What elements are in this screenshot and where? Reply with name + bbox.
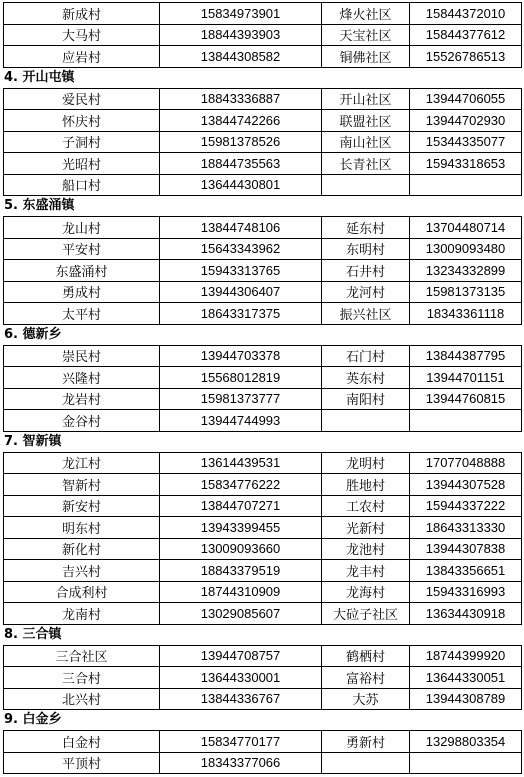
village-name-cell: 兴隆村 [4,367,160,389]
village-name-cell: 新化村 [4,538,160,560]
phone-cell: 15834770177 [160,731,322,753]
village-name-cell: 龙河村 [322,281,410,303]
phone-cell: 13944708757 [160,645,322,667]
phone-cell: 13009093660 [160,538,322,560]
village-name-cell: 龙南村 [4,603,160,625]
phone-cell: 13704480714 [410,217,522,239]
village-name-cell: 船口村 [4,174,160,196]
contact-table [3,645,522,711]
village-name-cell: 白金村 [4,731,160,753]
phone-cell: 18343377066 [160,752,322,774]
village-name-cell: 工农村 [322,495,410,517]
phone-cell: 15526786513 [410,46,522,68]
village-name-cell: 龙岩村 [4,388,160,410]
phone-cell: 13944760815 [410,388,522,410]
village-name-cell: 石门村 [322,345,410,367]
phone-cell: 15981373777 [160,388,322,410]
village-name-cell: 智新村 [4,474,160,496]
village-name-cell: 新安村 [4,495,160,517]
village-name-cell: 光新村 [322,517,410,539]
table-row [4,345,522,367]
table-row [4,153,522,175]
phone-cell: 13844748106 [160,217,322,239]
contact-table [3,216,522,325]
phone-cell: 18844735563 [160,153,322,175]
village-name-cell [322,752,410,774]
phone-cell: 18744399920 [410,645,522,667]
village-name-cell: 龙丰村 [322,560,410,582]
contact-table [3,730,522,774]
village-name-cell: 平安村 [4,238,160,260]
table-row [4,110,522,132]
village-name-cell: 大砬子社区 [322,603,410,625]
table-row [4,581,522,603]
village-name-cell: 大苏 [322,688,410,710]
section-heading: 9. 白金乡 [4,712,62,727]
village-name-cell: 龙山村 [4,217,160,239]
village-name-cell: 崇民村 [4,345,160,367]
village-name-cell: 明东村 [4,517,160,539]
village-name-cell: 南山社区 [322,131,410,153]
village-name-cell: 长青社区 [322,153,410,175]
village-name-cell: 英东村 [322,367,410,389]
table-row [4,388,522,410]
phone-cell: 15643343962 [160,238,322,260]
phone-cell: 13843356651 [410,560,522,582]
village-name-cell: 子洞村 [4,131,160,153]
section-heading: 4. 开山屯镇 [4,69,75,85]
village-name-cell: 延东村 [322,217,410,239]
phone-cell: 13644330001 [160,667,322,689]
table-row [4,131,522,153]
phone-cell: 13944307528 [410,474,522,496]
phone-cell: 15943316993 [410,581,522,603]
village-name-cell: 东盛涌村 [4,260,160,282]
phone-cell: 13009093480 [410,238,522,260]
table-row [4,538,522,560]
table-row [4,3,522,25]
table-row [4,517,522,539]
contact-directory [3,2,521,774]
village-name-cell: 南阳村 [322,388,410,410]
phone-cell [410,174,522,196]
phone-cell: 18744310909 [160,581,322,603]
phone-cell: 13634430918 [410,603,522,625]
phone-cell: 15844372010 [410,3,522,25]
contact-table [3,452,522,625]
village-name-cell: 三合村 [4,667,160,689]
phone-cell: 13944307838 [410,538,522,560]
village-name-cell: 铜佛社区 [322,46,410,68]
village-name-cell: 光昭村 [4,153,160,175]
phone-cell: 13234332899 [410,260,522,282]
table-row [4,303,522,325]
section-heading: 8. 三合镇 [4,626,62,642]
phone-cell: 13644430801 [160,174,322,196]
phone-cell: 15943313765 [160,260,322,282]
village-name-cell: 应岩村 [4,46,160,68]
table-row [4,217,522,239]
phone-cell: 13844387795 [410,345,522,367]
village-name-cell: 吉兴村 [4,560,160,582]
phone-cell: 13944744993 [160,410,322,432]
village-name-cell: 怀庆村 [4,110,160,132]
table-row [4,367,522,389]
village-name-cell: 大马村 [4,24,160,46]
village-name-cell: 龙江村 [4,452,160,474]
village-name-cell: 新成村 [4,3,160,25]
village-name-cell: 平顶村 [4,752,160,774]
phone-cell: 15834973901 [160,3,322,25]
contact-table [3,345,522,432]
phone-cell: 13844308582 [160,46,322,68]
table-row [4,410,522,432]
village-name-cell: 天宝社区 [322,24,410,46]
village-name-cell [322,174,410,196]
phone-cell: 15844377612 [410,24,522,46]
phone-cell: 18844393903 [160,24,322,46]
table-row [4,645,522,667]
village-name-cell: 太平村 [4,303,160,325]
village-name-cell: 勇成村 [4,281,160,303]
table-row [4,46,522,68]
village-name-cell: 合成利村 [4,581,160,603]
village-name-cell: 石井村 [322,260,410,282]
phone-cell: 18643317375 [160,303,322,325]
table-row [4,452,522,474]
table-row [4,281,522,303]
phone-cell: 13944306407 [160,281,322,303]
table-row [4,603,522,625]
village-name-cell: 爱民村 [4,88,160,110]
phone-cell: 15981378526 [160,131,322,153]
village-name-cell: 开山社区 [322,88,410,110]
phone-cell: 13029085607 [160,603,322,625]
phone-cell: 13614439531 [160,452,322,474]
phone-cell: 18343361118 [410,303,522,325]
village-name-cell: 龙海村 [322,581,410,603]
phone-cell: 15944337222 [410,495,522,517]
village-name-cell: 胜地村 [322,474,410,496]
table-row [4,731,522,753]
phone-cell: 17077048888 [410,452,522,474]
phone-cell [410,410,522,432]
table-row [4,495,522,517]
village-name-cell: 金谷村 [4,410,160,432]
village-name-cell: 北兴村 [4,688,160,710]
phone-cell [410,752,522,774]
village-name-cell [322,410,410,432]
phone-cell: 13944706055 [410,88,522,110]
phone-cell: 15834776222 [160,474,322,496]
section-heading: 5. 东盛涌镇 [4,198,75,213]
phone-cell: 18643313330 [410,517,522,539]
phone-cell: 13944703378 [160,345,322,367]
phone-cell: 15568012819 [160,367,322,389]
village-name-cell: 鹤栖村 [322,645,410,667]
table-row [4,24,522,46]
section-heading: 7. 智新镇 [4,433,62,449]
phone-cell: 13944308789 [410,688,522,710]
phone-cell: 13844742266 [160,110,322,132]
table-row [4,667,522,689]
phone-cell: 15344335077 [410,131,522,153]
table-row [4,260,522,282]
village-name-cell: 烽火社区 [322,3,410,25]
phone-cell: 18843379519 [160,560,322,582]
table-row [4,88,522,110]
phone-cell: 13944702930 [410,110,522,132]
village-name-cell: 三合社区 [4,645,160,667]
village-name-cell: 东明村 [322,238,410,260]
phone-cell: 13943399455 [160,517,322,539]
village-name-cell: 振兴社区 [322,303,410,325]
table-row [4,474,522,496]
phone-cell: 13644330051 [410,667,522,689]
table-row [4,752,522,774]
village-name-cell: 富裕村 [322,667,410,689]
table-row [4,688,522,710]
village-name-cell: 龙池村 [322,538,410,560]
table-row [4,174,522,196]
contact-table [3,2,522,68]
phone-cell: 15981373135 [410,281,522,303]
table-row [4,560,522,582]
phone-cell: 13844336767 [160,688,322,710]
phone-cell: 18843336887 [160,88,322,110]
village-name-cell: 勇新村 [322,731,410,753]
table-row [4,238,522,260]
phone-cell: 13944701151 [410,367,522,389]
phone-cell: 15943318653 [410,153,522,175]
phone-cell: 13298803354 [410,731,522,753]
section-heading: 6. 德新乡 [4,326,62,342]
village-name-cell: 联盟社区 [322,110,410,132]
phone-cell: 13844707271 [160,495,322,517]
contact-table [3,88,522,197]
village-name-cell: 龙明村 [322,452,410,474]
